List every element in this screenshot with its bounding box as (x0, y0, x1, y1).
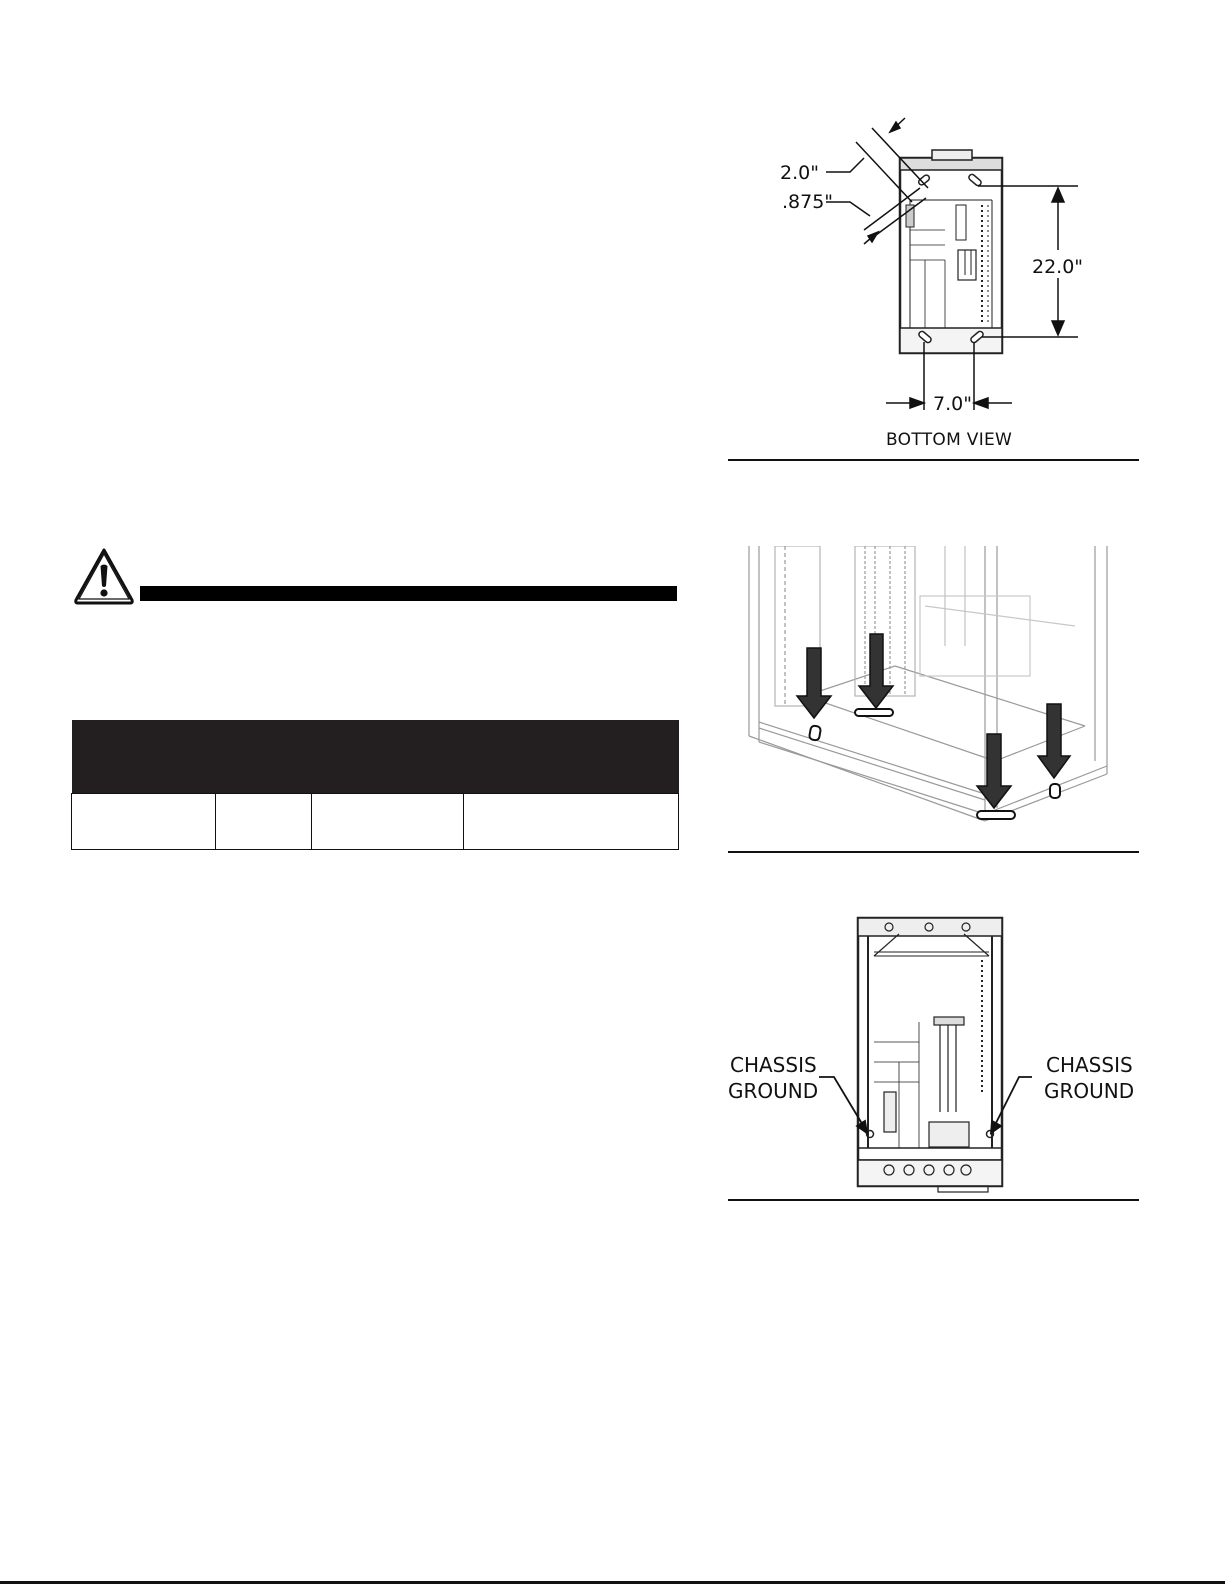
mounting-arrows (797, 634, 1070, 808)
table-header-row (72, 720, 679, 794)
dimension-label-7in: 7.0" (933, 393, 972, 415)
table-header-cell (312, 720, 464, 794)
table-row (72, 794, 679, 850)
table-cell (312, 794, 464, 850)
figure-divider (728, 1199, 1139, 1201)
chassis-ground-figure (724, 912, 1138, 1194)
table-cell (464, 794, 679, 850)
figure-divider (728, 851, 1139, 853)
chassis-ground-label-right-line2: GROUND (1044, 1079, 1135, 1103)
warning-heading-bar (140, 586, 677, 601)
table-cell (72, 794, 216, 850)
cabinet-perspective-figure (745, 546, 1113, 826)
figure-caption-bottom-view: BOTTOM VIEW (886, 430, 1013, 450)
spec-table (71, 720, 679, 850)
chassis-ground-label-left-line2: GROUND (728, 1079, 819, 1103)
cabinet-bottom-drawing (900, 150, 1002, 353)
bottom-view-figure (760, 110, 1140, 450)
chassis-ground-label-right-line1: CHASSIS (1046, 1053, 1133, 1077)
table-header-cell (72, 720, 216, 794)
table-header-cell (464, 720, 679, 794)
table-cell (216, 794, 312, 850)
chassis-ground-label-left-line1: CHASSIS (730, 1053, 817, 1077)
cabinet-perspective-drawing (749, 546, 1107, 821)
table-header-cell (216, 720, 312, 794)
dimension-label-875in: .875" (782, 191, 834, 213)
dimension-label-22in: 22.0" (1032, 256, 1084, 278)
figure-divider (728, 459, 1139, 461)
warning-icon (72, 546, 136, 606)
dimension-label-2in: 2.0" (780, 162, 819, 184)
page-footer-rule (0, 1581, 1225, 1584)
cabinet-front-drawing (858, 918, 1002, 1192)
ground-callout-leaders (819, 1077, 1032, 1133)
